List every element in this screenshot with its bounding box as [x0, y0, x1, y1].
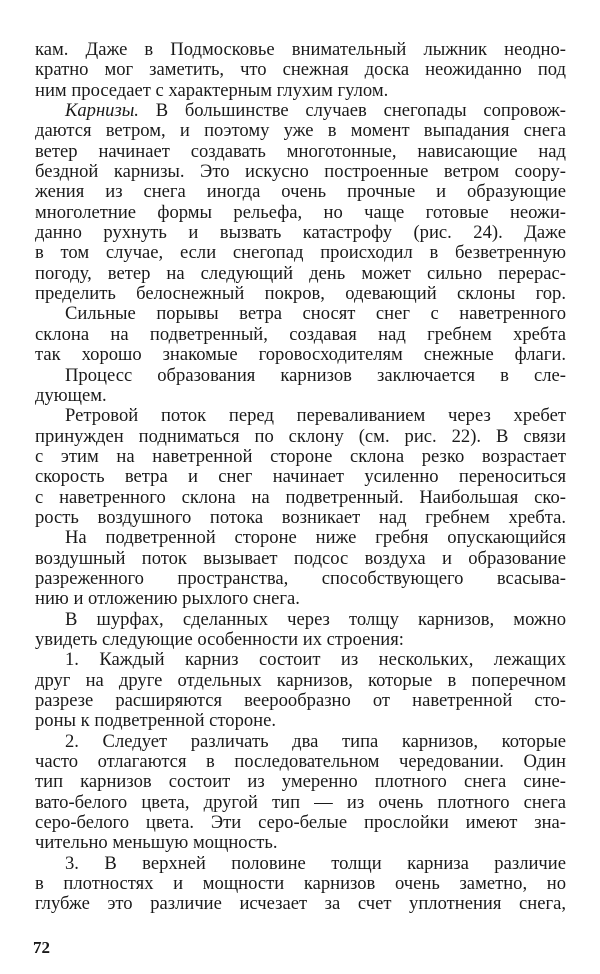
line-text: В шурфах, сделанных через толщу карнизов, можно — [65, 608, 566, 630]
text-line — [35, 854, 566, 874]
line-text: дующем. — [35, 384, 107, 406]
line-text: жения из снега иногда очень прочные и образующие — [35, 181, 566, 203]
text-line — [35, 671, 566, 691]
text-line — [35, 40, 566, 60]
line-text: кам. Даже в Подмосковье внимательный лыжник неодно- — [35, 39, 566, 60]
line-text: Ретровой поток перед переваливанием через хребет — [65, 405, 566, 427]
text-line — [35, 630, 566, 650]
page-body — [35, 40, 566, 915]
text-line — [35, 325, 566, 345]
line-text: в плотностях и мощности карнизов очень заметно, но — [35, 873, 566, 895]
line-text: разрезе расширяются веерообразно от наветренной сто- — [35, 690, 566, 711]
text-line — [35, 264, 566, 284]
text-line — [35, 874, 566, 894]
line-text: многолетние формы рельефа, но чаще готовые неожи- — [35, 201, 566, 223]
text-line — [35, 793, 566, 813]
text-line — [35, 528, 566, 548]
section-heading: Карнизы. — [65, 100, 139, 122]
page-number: 72 — [33, 938, 50, 957]
text-line — [35, 304, 566, 324]
text-line — [35, 508, 566, 528]
line-text: нию и отложению рыхлого снега. — [35, 588, 300, 610]
line-text: склона на подветренный, создавая над гребнем хребта — [35, 323, 566, 345]
line-text: рость воздушного потока возникает над гребнем хребта. — [35, 506, 566, 528]
text-line — [35, 610, 566, 630]
text-line — [35, 569, 566, 589]
line-text: разреженного пространства, способствующего всасыва- — [35, 567, 566, 589]
line-text: роны к подветренной стороне. — [35, 710, 277, 732]
text-line — [35, 813, 566, 833]
line-text: Процесс образования карнизов заключается в сле- — [65, 364, 566, 386]
text-line — [35, 447, 566, 467]
line-text: принужден подниматься по склону (см. рис. 22). В связи — [35, 425, 566, 447]
text-line — [35, 142, 566, 162]
text-line — [35, 589, 566, 609]
line-text: данно рухнуть и вызвать катастрофу (рис. 24). Даже — [35, 222, 566, 244]
text-line — [35, 284, 566, 304]
line-text: пределить белоснежный покров, одевающий склоны гор. — [35, 283, 566, 305]
line-text: 2. Следует различать два типа карнизов, которые — [65, 730, 566, 752]
text-line — [35, 691, 566, 711]
line-text: кратно мог заметить, что снежная доска неожиданно под — [35, 59, 566, 81]
line-text: часто отлагаются в последовательном чередовании. Один — [35, 751, 566, 773]
line-text: воздушный поток вызывает подсос воздуха и образование — [35, 547, 566, 569]
line-text: даются ветром, и поэтому уже в момент выпадания снега — [35, 120, 566, 142]
text-line — [35, 345, 566, 365]
line-text: тип карнизов состоит из умеренно плотного снега сине- — [35, 771, 566, 793]
text-line — [35, 386, 566, 406]
text-line — [35, 182, 566, 202]
text-line — [35, 467, 566, 487]
line-text: 3. В верхней половине толщи карниза различие — [65, 852, 566, 874]
text-line — [35, 488, 566, 508]
line-text: в том случае, если снегопад происходил в безветренную — [35, 242, 566, 264]
text-line — [35, 894, 566, 914]
text-line — [35, 223, 566, 243]
text-line — [35, 243, 566, 263]
line-text: серо-белого цвета. Эти серо-белые прослойки имеют зна- — [35, 812, 566, 834]
line-text: бездной карнизы. Это искусно построенные ветром соору- — [35, 161, 566, 183]
text-line — [35, 81, 566, 101]
text-line — [35, 366, 566, 386]
line-text: с этим на наветренной стороне склона резко возрастает — [35, 445, 566, 467]
line-text: В большинстве случаев снегопады сопровож- — [138, 100, 566, 122]
line-text: чительно меньшую мощность. — [35, 832, 278, 854]
line-text: друг на друге отдельных карнизов, которые в поперечном — [35, 669, 566, 691]
text-line — [35, 650, 566, 670]
text-line — [35, 732, 566, 752]
text-line — [35, 203, 566, 223]
text-line — [35, 101, 566, 121]
text-line — [35, 833, 566, 853]
text-line — [35, 772, 566, 792]
line-text: ветер начинает создавать многотонные, нависающие над — [35, 140, 566, 162]
line-text: 1. Каждый карниз состоит из нескольких, лежащих — [65, 649, 566, 671]
line-text: увидеть следующие особенности их строения: — [35, 628, 404, 650]
text-line — [35, 427, 566, 447]
line-text: так хорошо знакомые горовосходителям снежные флаги. — [35, 344, 566, 366]
line-text: Сильные порывы ветра сносят снег с наветренного — [65, 303, 566, 325]
line-text: ним проседает с характерным глухим гулом. — [35, 79, 389, 101]
text-line — [35, 752, 566, 772]
text-line — [35, 162, 566, 182]
line-text: глубже это различие исчезает за счет уплотнения снега, — [35, 893, 566, 915]
line-text: с наветренного склона на подветренный. Наибольшая ско- — [35, 486, 566, 508]
line-text: вато-белого цвета, другой тип — из очень плотного снега — [35, 791, 566, 813]
line-text: На подветренной стороне ниже гребня опускающийся — [65, 527, 566, 549]
text-line — [35, 711, 566, 731]
line-text: погоду, ветер на следующий день может сильно перерас- — [35, 262, 566, 284]
text-line — [35, 406, 566, 426]
text-line — [35, 60, 566, 80]
text-line — [35, 549, 566, 569]
text-line — [35, 121, 566, 141]
line-text: скорость ветра и снег начинает усиленно переноситься — [35, 466, 566, 488]
